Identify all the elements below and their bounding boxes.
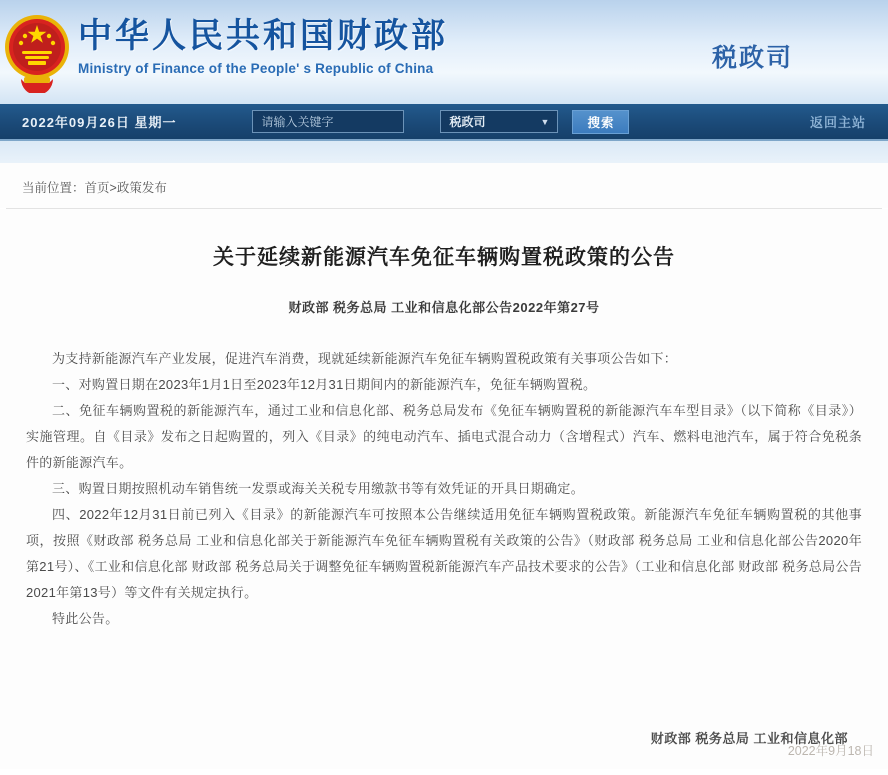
watermark-date: 2022年9月18日	[787, 744, 874, 758]
article-paragraph: 特此公告。	[52, 611, 119, 626]
article-paragraph: 为支持新能源汽车产业发展，促进汽车消费，现就延续新能源汽车免征车辆购置税政策有关事项公告如下：	[52, 351, 678, 366]
article-paragraph: 二、免征车辆购置税的新能源汽车，通过工业和信息化部、税务总局发布《免征车辆购置税的新能源汽车车型目录》（以下简称《目录》）实施管理。自《目录》发布之日起购置的，列入《目录》的纯电动汽车、插电式混合动力（含增程式）汽车、燃料电池汽车，属于符合免税条件的新能源汽车。	[26, 403, 862, 470]
site-title-chinese: 中华人民共和国财政部	[78, 17, 448, 55]
header-titles	[78, 16, 448, 76]
current-date: 2022年09月26日 星期一	[22, 115, 177, 130]
breadcrumb-path[interactable]: 首页>政策发布	[84, 181, 167, 195]
article-body	[26, 346, 862, 632]
article-paragraph: 四、2022年12月31日前已列入《目录》的新能源汽车可按照本公告继续适用免征车辆购置税政策。新能源汽车免征车辆购置税的其他事项，按照《财政部 税务总局 工业和信息化部关于新能源汽车免征车辆购置税有关政策的公告》（财政部 税务总局 工业和信息化部公告2020年第21号）、《工业和信息化部 财政部 税务总局关于调整免征车辆购置税新能源汽车产品技术要求的公告》（工业和信息化部 财政部 税务总局公告2021年第13号）等文件有关规定执行。	[26, 507, 862, 600]
search-input[interactable]	[252, 110, 404, 133]
article-document-number: 财政部 税务总局 工业和信息化部公告2022年第27号	[288, 300, 600, 315]
national-emblem-icon	[4, 9, 70, 93]
article-paragraph: 三、购置日期按照机动车销售统一发票或海关关税专用缴款书等有效凭证的开具日期确定。	[52, 481, 585, 496]
site-title-english: Ministry of Finance of the People' s Republic of China	[78, 61, 434, 76]
return-home-link[interactable]: 返回主站	[809, 115, 866, 130]
search-button[interactable]: 搜索	[572, 110, 629, 134]
header-divider-strip	[0, 141, 888, 163]
announcement-article	[0, 209, 888, 769]
navbar	[0, 104, 888, 141]
chevron-down-icon: ▼	[540, 116, 550, 127]
site-header	[0, 0, 888, 104]
breadcrumb	[0, 163, 888, 208]
search-scope-dropdown[interactable]	[440, 110, 558, 133]
department-name: 税政司	[711, 44, 793, 72]
article-paragraph: 一、对购置日期在2023年1月1日至2023年12月31日期间内的新能源汽车，免征车辆购置税。	[52, 377, 597, 392]
article-title: 关于延续新能源汽车免征车辆购置税政策的公告	[213, 246, 675, 269]
breadcrumb-prefix: 当前位置：	[22, 181, 85, 195]
search-scope-value: 税政司	[449, 115, 486, 129]
article-signature: 财政部 税务总局 工业和信息化部	[650, 731, 848, 746]
